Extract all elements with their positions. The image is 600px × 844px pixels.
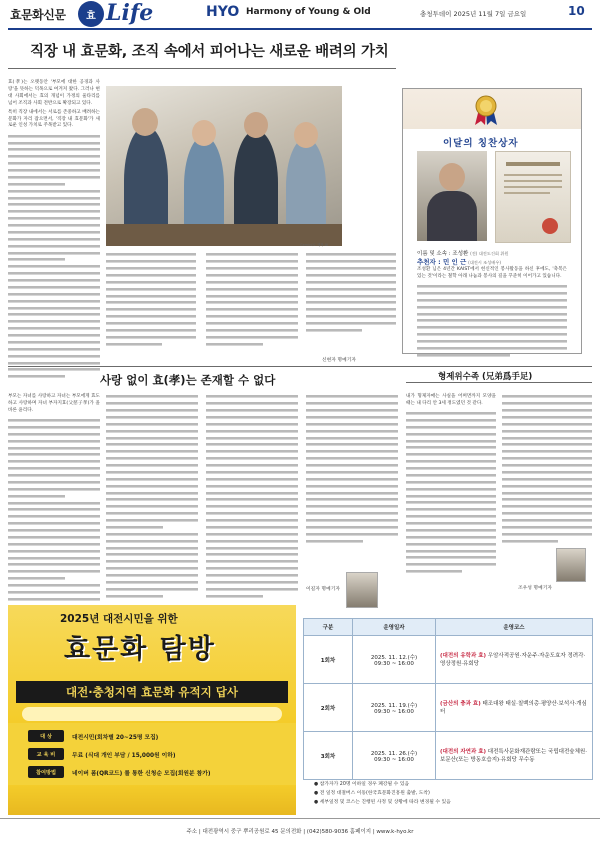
- section2-title: 사랑 없이 효(孝)는 존재할 수 없다: [100, 373, 276, 387]
- round-cell: 3회차: [304, 732, 353, 780]
- poster-cloud: [22, 707, 282, 721]
- award-body: [417, 267, 567, 359]
- article1-col3: [206, 252, 298, 348]
- column4-rule: [406, 382, 592, 383]
- article1-rule: [8, 68, 396, 69]
- poster-label: 참여방법: [28, 766, 64, 778]
- section2-byline: 이길자 명예기자: [306, 587, 340, 592]
- poster-value: 네이버 폼(QR코드) 를 통한 신청순 모집(회원분 참가): [72, 770, 211, 777]
- article1-title: 직장 내 효문화, 조직 속에서 피어나는 새로운 배려의 가치: [30, 44, 389, 60]
- paper-logo: 효: [78, 1, 104, 27]
- medal-icon: [469, 95, 503, 125]
- course-text: 대전특사문화재관람또는 국립대전숲체원·보문산(또는 방동호습지)·유회당 무수동: [440, 748, 587, 763]
- column4-col2: [502, 394, 592, 545]
- date-cell: [353, 684, 436, 732]
- award-recommender-sub: (대전시 조성배우): [468, 260, 501, 265]
- paper-name: 효문화신문: [10, 8, 66, 22]
- poster-subtitle: 대전·충청지역 효문화 유적지 답사: [16, 681, 288, 703]
- poster-row-target: [28, 729, 158, 743]
- poster-footer-band: [8, 785, 296, 815]
- photo-caption: Gemini로 제작 AI: [300, 243, 329, 247]
- poster-label: 대 상: [28, 730, 64, 742]
- schedule-note: ● 참가자가 20명 이하일 경우 폐강될 수 있음: [314, 782, 410, 787]
- award-photo: [417, 151, 487, 241]
- section2-col3: [206, 394, 298, 600]
- column4-title: 형제위수족 (兄弟爲手足): [438, 372, 533, 382]
- issue-date: 충청투데이 2025년 11월 7일 금요일: [420, 10, 527, 18]
- round-cell: 2회차: [304, 684, 353, 732]
- date-text: 2025. 11. 19.(수): [370, 702, 418, 709]
- time-text: 09:30 ~ 16:00: [374, 708, 414, 715]
- schedule-header: 운영일자: [353, 619, 436, 636]
- article1-lead: 효(孝)는 오랫동안 '부모에 대한 공경과 사랑'을 뜻하는 덕목으로 여겨져 왔다. 그러나 현대 사회에서는 효의 개념이 가정의 울타리를 넘어 조직과 사회 전반으로 확장되고 있다.: [8, 80, 100, 106]
- article1-col1: [8, 80, 100, 381]
- table-row: [304, 732, 593, 780]
- poster-main-title: 효문화 탐방: [64, 634, 216, 665]
- page-number: 10: [568, 4, 585, 18]
- section2-reporter-photo: [346, 572, 378, 608]
- award-box: [402, 88, 582, 354]
- course-highlight: (대전의 유학과 효): [440, 652, 487, 659]
- round-cell: 1회차: [304, 636, 353, 684]
- section2-col1: [8, 394, 100, 603]
- column4-reporter-photo: [556, 548, 586, 582]
- schedule-header: 운영코스: [436, 619, 593, 636]
- section2-col2: [106, 394, 198, 600]
- article1-col2: [106, 252, 196, 348]
- poster-label: 교 육 비: [28, 748, 64, 760]
- section2-col4: [306, 394, 398, 545]
- award-title: 이달의 칭찬상자: [443, 138, 519, 149]
- poster-value: 대전시민(회차별 20~25명 모집): [72, 734, 159, 741]
- header-rule: [8, 28, 592, 30]
- article1-col4: [306, 252, 396, 335]
- article1-para2: 특히 직장 내에서는 서로를 존중하고 배려하는 문화가 자리 잡으면서, '직장 내 효문화'가 새로운 인성 가치로 주목받고 있다.: [8, 109, 100, 129]
- column4-col1: [406, 394, 496, 576]
- section2-rule: [8, 366, 592, 367]
- award-name-sub: (전) 대전도건회 위원: [470, 251, 509, 256]
- date-cell: [353, 732, 436, 780]
- award-name: [417, 249, 508, 266]
- course-highlight: (금산의 충과 효): [440, 700, 481, 707]
- schedule-notes: [314, 780, 451, 807]
- course-text: 우암사적공원·자운주·자운도효자 정려각·영상정원·유회당: [440, 652, 586, 667]
- event-poster: [8, 605, 296, 815]
- award-body-text: 조성환 님은 4년간 KAIST에서 헌신적인 봉사활동을 하신 후에도, '축복은 있는 것'이라는 철학 아래 나눔과 봉사의 길을 꾸준히 이어가고 있습니다.: [417, 267, 567, 279]
- award-name-text: 이름 및 소속 : 조성환: [417, 251, 469, 257]
- life-logo: Life: [106, 0, 154, 26]
- schedule-header: 구분: [304, 619, 353, 636]
- column4-byline: 조우성 명예기자: [518, 586, 552, 591]
- column4-lead: 내가 형제자매는 사실을 어쩌면까지 모양을 때는 내 다리 안 3세 정도였던 것 같다.: [406, 394, 496, 406]
- tagline: Harmony of Young & Old: [246, 7, 371, 17]
- article1-photo: [106, 86, 342, 246]
- date-text: 2025. 11. 12.(수): [370, 654, 418, 661]
- time-text: 09:30 ~ 16:00: [374, 756, 414, 763]
- hyo-logo: HYO: [206, 4, 240, 20]
- date-cell: [353, 636, 436, 684]
- schedule-note: ● 세부일정 및 코스는 진행된 사정 및 상황에 따라 변경될 수 있음: [314, 800, 451, 805]
- course-cell: [436, 684, 593, 732]
- schedule-table: [303, 618, 593, 780]
- article1-byline: 신현자 명예기자: [322, 358, 356, 363]
- course-text: 태조대왕 태실·칠백의총·평양산·보석사·개심터: [440, 700, 587, 715]
- page-footer: [0, 818, 600, 844]
- table-row: [304, 636, 593, 684]
- time-text: 09:30 ~ 16:00: [374, 660, 414, 667]
- award-recommender: 추천자 : 민 인 근: [417, 258, 467, 266]
- section2-lead: 부모는 자녀를 사랑하고 자녀는 부모에게 효도하고 사랑하며 자녀 부자지효(父慈子孝)가 올바른 윤리다.: [8, 394, 100, 413]
- schedule-note: ● 전 일정 대절버스 이동(한국효문화진흥원 출발, 도착): [314, 791, 430, 796]
- table-row: [304, 684, 593, 732]
- course-cell: [436, 636, 593, 684]
- poster-row-method: [28, 765, 211, 779]
- award-certificate: [495, 151, 571, 243]
- poster-row-fee: [28, 747, 176, 761]
- poster-year-line: 2025년 대전시민을 위한: [60, 613, 178, 625]
- footer-contact: 주소 | 대전광역시 중구 뿌리공원로 45 문의전화 | (042)580-9036 홈페이지 | www.k-hyo.kr: [186, 829, 414, 835]
- course-cell: [436, 732, 593, 780]
- course-highlight: (대전의 자연과 효): [440, 748, 487, 755]
- poster-value: 무료 (식대 개인 부담 / 15,000원 이하): [72, 752, 176, 759]
- date-text: 2025. 11. 26.(수): [370, 750, 418, 757]
